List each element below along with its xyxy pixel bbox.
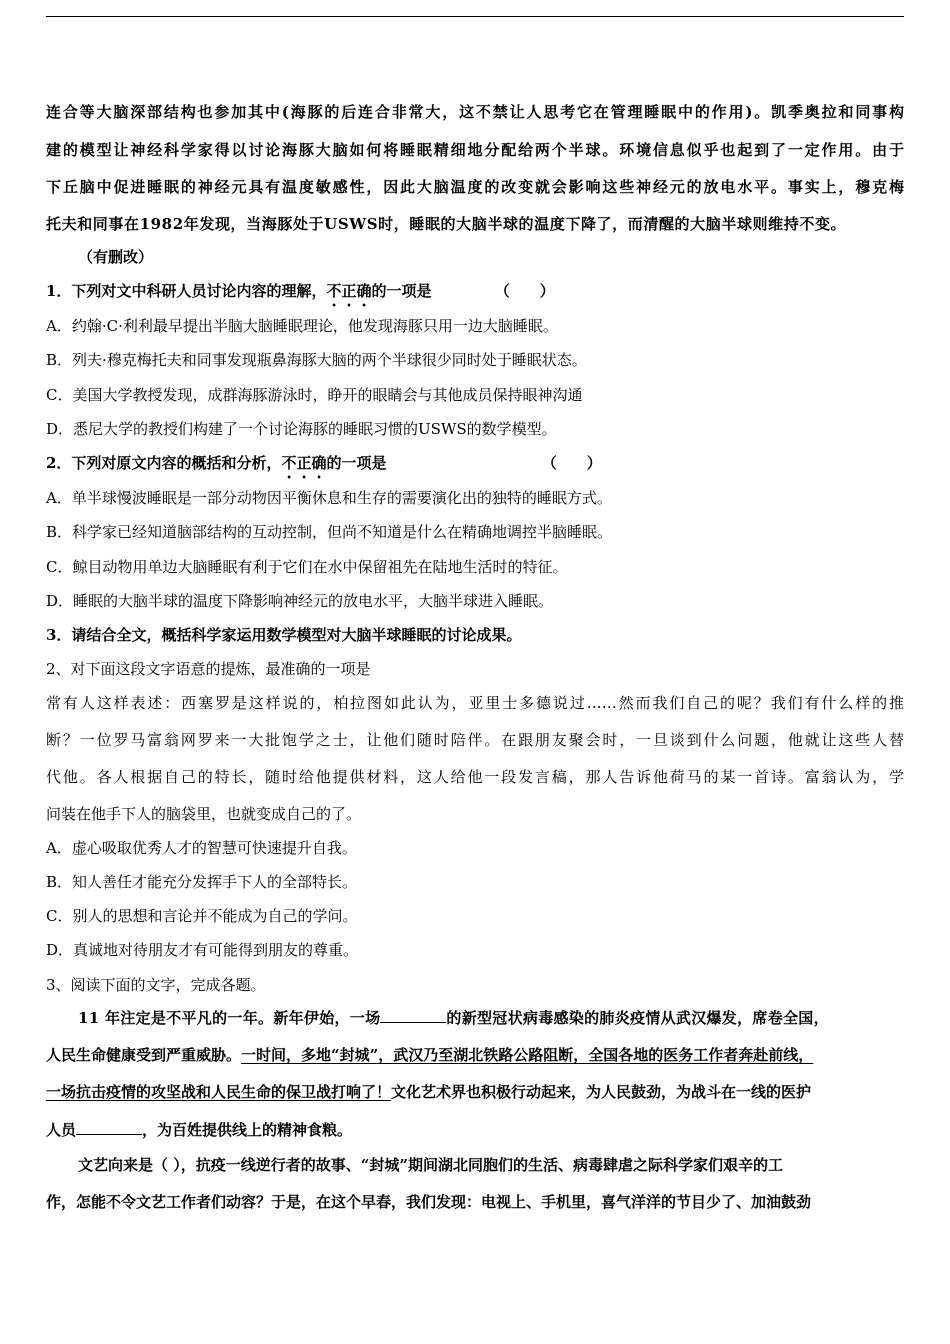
section-3-passage-line <box>78 1008 829 1028</box>
passage-text: 人员 <box>46 1121 77 1139</box>
passage-line: 托夫和同事在1982年发现，当海豚处于USWS时，睡眠的大脑半球的温度下降了，而清醒的大脑半球则维持不变。 <box>46 215 847 233</box>
passage-line: 下丘脑中促进睡眠的神经元具有温度敏感性，因此大脑温度的改变就会影响这些神经元的放电水平。事实上，穆克梅 <box>46 178 904 196</box>
option-d: D．悉尼大学的教授们构建了一个讨论海豚的睡眠习惯的USWS的数学模型。 <box>46 420 557 438</box>
option-b: B．列夫·穆克梅托夫和同事发现瓶鼻海豚大脑的两个半球很少同时处于睡眠状态。 <box>46 351 587 369</box>
option-a: A．约翰·C·利利最早提出半脑大脑睡眠理论，他发现海豚只用一边大脑睡眠。 <box>46 317 558 335</box>
option-b: B．科学家已经知道脑部结构的互动控制，但尚不知道是什么在精确地调控半脑睡眠。 <box>46 523 613 541</box>
question-2-emphasis: 不正确 <box>281 454 327 472</box>
section-3-passage-line <box>46 1045 813 1065</box>
question-2-stem-tail: 的一项是 <box>326 454 387 472</box>
section-2-passage-line: 断？一位罗马富翁网罗来一大批饱学之士，让他们随时陪伴。在跟朋友聚会时，一旦谈到什么问题，他就让这些人替 <box>46 731 904 749</box>
section-3-passage-line <box>46 1082 811 1102</box>
section-2-passage-line: 常有人这样表述：西塞罗是这样说的，柏拉图如此认为，亚里士多德说过……然而我们自己的呢？我们有什么样的推 <box>46 694 904 712</box>
question-1-emphasis: 不正确 <box>326 282 372 300</box>
passage-line: 连合等大脑深部结构也参加其中(海豚的后连合非常大，这不禁让人思考它在管理睡眠中的作用)。凯季奥拉和同事构 <box>46 103 904 121</box>
question-3: 3．请结合全文，概括科学家运用数学模型对大脑半球睡眠的讨论成果。 <box>46 626 522 644</box>
passage-text: 的新型冠状病毒感染的肺炎疫情从武汉爆发，席卷全国， <box>446 1009 829 1027</box>
answer-paren: （ ） <box>541 454 602 472</box>
option-c: C．美国大学教授发现，成群海豚游泳时，睁开的眼睛会与其他成员保持眼神沟通 <box>46 386 583 404</box>
fill-blank[interactable] <box>380 1008 446 1023</box>
option-c: C．别人的思想和言论并不能成为自己的学问。 <box>46 907 358 925</box>
question-1-stem-tail: 的一项是 <box>371 282 432 300</box>
header-rule <box>46 16 904 17</box>
question-1-stem <box>46 281 555 310</box>
section-3-passage-line: 文艺向来是（ ），抗疫一线逆行者的故事、“封城”期间湖北同胞们的生活、病毒肆虐之际科学家们艰辛的工 <box>78 1156 783 1174</box>
passage-line: 建的模型让神经科学家得以讨论海豚大脑如何将睡眠精细地分配给两个半球。环境信息似乎也起到了一定作用。由于 <box>46 141 904 159</box>
passage-text: ，为百姓提供线上的精神食粮。 <box>142 1121 353 1139</box>
section-3-title: 3、阅读下面的文字，完成各题。 <box>46 976 266 994</box>
underlined-sentence: 一时间，多地“封城”，武汉乃至湖北铁路公路阻断，全国各地的医务工作者奔赴前线， <box>241 1046 814 1064</box>
question-2-stem <box>46 453 602 482</box>
underlined-sentence: 一场抗击疫情的攻坚战和人民生命的保卫战打响了！ <box>46 1083 392 1101</box>
question-1-stem-text: 1．下列对文中科研人员讨论内容的理解， <box>46 282 327 300</box>
question-2-stem-text: 2．下列对原文内容的概括和分析， <box>46 454 282 472</box>
section-3-passage-line: 作，怎能不令文艺工作者们动容？于是，在这个早春，我们发现：电视上、手机里，喜气洋洋的节目少了、加油鼓劲 <box>46 1193 812 1211</box>
section-3-passage-line <box>46 1120 352 1140</box>
option-a: A．虚心吸取优秀人才的智慧可快速提升自我。 <box>46 839 357 857</box>
answer-paren: （ ） <box>494 282 555 300</box>
option-a: A．单半球慢波睡眠是一部分动物因平衡休息和生存的需要演化出的独特的睡眠方式。 <box>46 489 612 507</box>
option-d: D．睡眠的大脑半球的温度下降影响神经元的放电水平，大脑半球进入睡眠。 <box>46 592 554 610</box>
fill-blank[interactable] <box>76 1120 142 1135</box>
passage-text: 人民生命健康受到严重威胁。 <box>46 1046 242 1064</box>
section-2-passage-line: 代他。各人根据自己的特长，随时给他提供材料，这人给他一段发言稿，那人告诉他荷马的某一首诗。富翁认为，学 <box>46 768 904 786</box>
passage-text: 11 年注定是不平凡的一年。新年伊始，一场 <box>78 1009 381 1027</box>
section-2-title: 2、对下面这段文字语意的提炼，最准确的一项是 <box>46 660 371 678</box>
option-c: C．鲸目动物用单边大脑睡眠有利于它们在水中保留祖先在陆地生活时的特征。 <box>46 558 568 576</box>
source-note: （有删改） <box>78 248 154 266</box>
passage-text: 文化艺术界也积极行动起来，为人民鼓劲，为战斗在一线的医护 <box>391 1083 812 1101</box>
option-d: D．真诚地对待朋友才有可能得到朋友的尊重。 <box>46 941 359 959</box>
option-b: B．知人善任才能充分发挥手下人的全部特长。 <box>46 873 358 891</box>
section-2-passage-line: 问装在他手下人的脑袋里，也就变成自己的了。 <box>46 805 362 823</box>
